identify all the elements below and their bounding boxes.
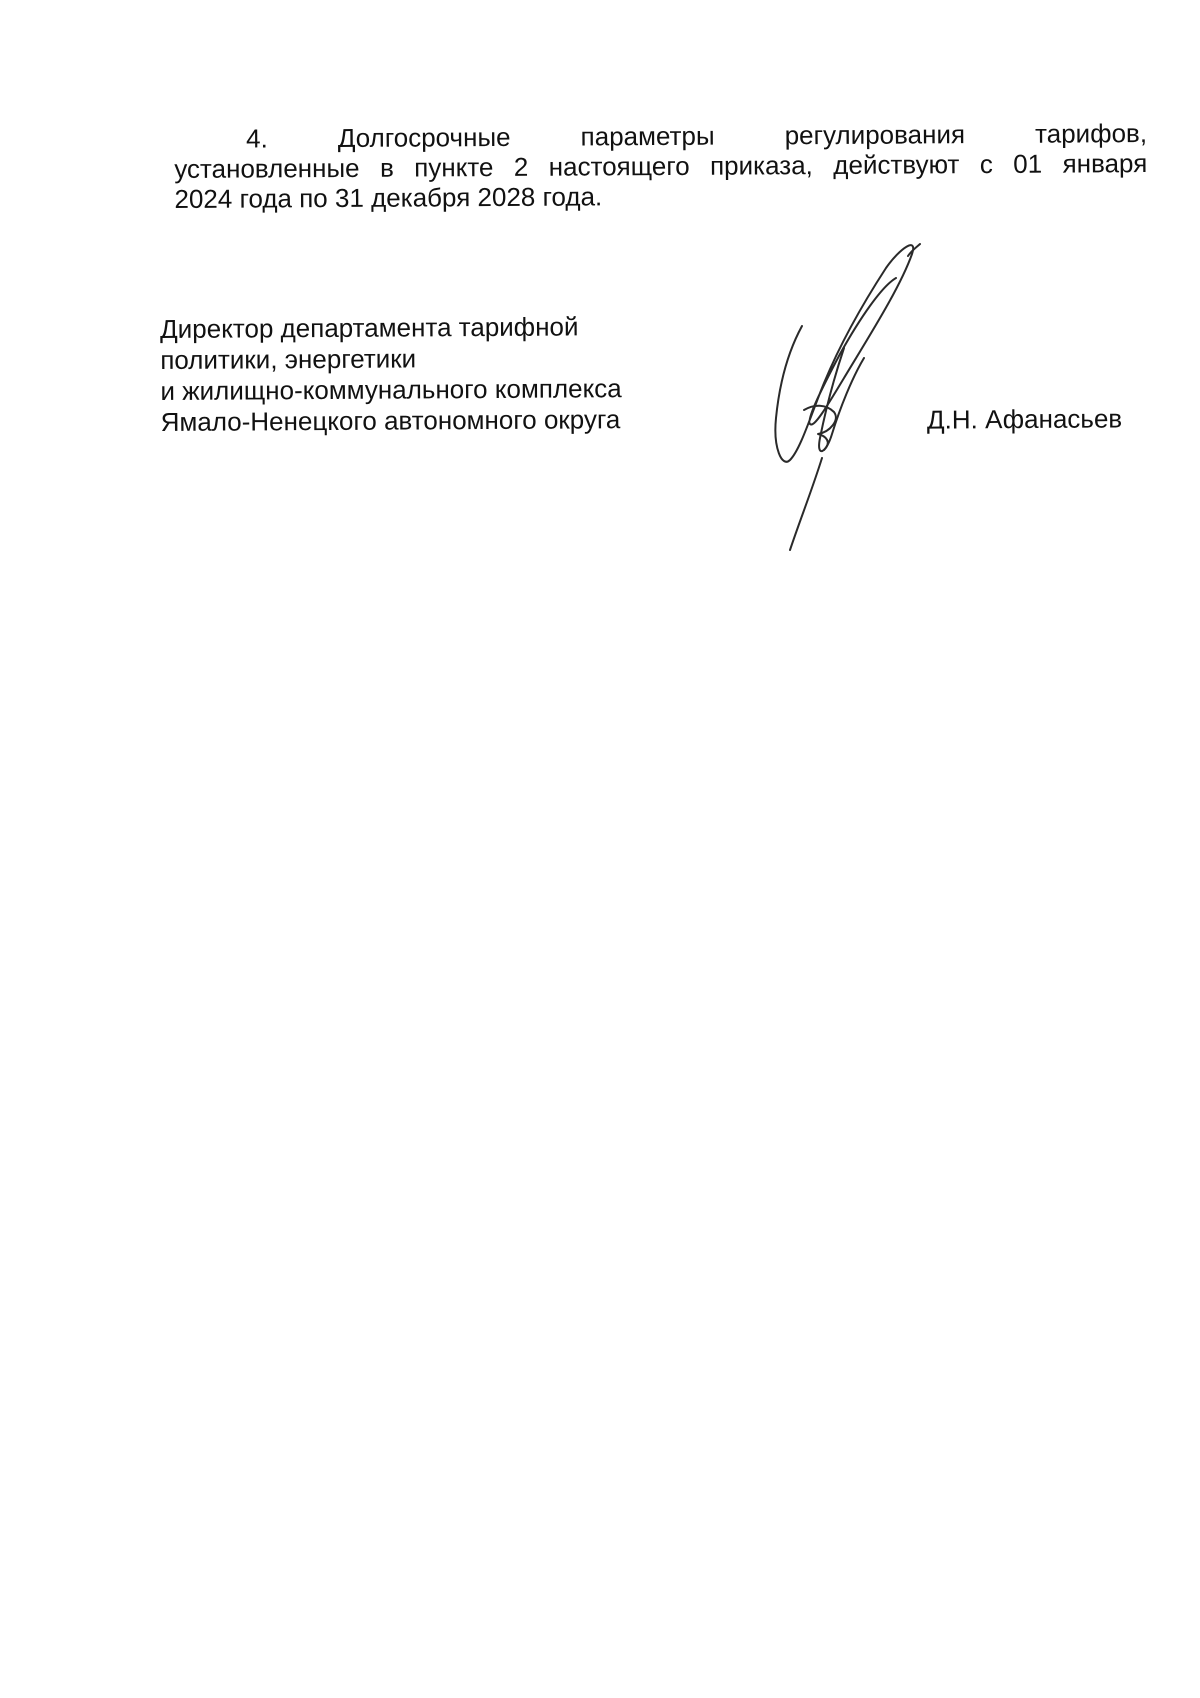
position-line: и жилищно-коммунального комплекса bbox=[160, 373, 622, 406]
handwritten-signature bbox=[760, 228, 1000, 558]
position-line: Директор департамента тарифной bbox=[160, 311, 579, 344]
position-line: Ямало-Ненецкого автономного округа bbox=[160, 404, 621, 437]
signer-name: Д.Н. Афанасьев bbox=[926, 403, 1123, 435]
signer-position bbox=[160, 311, 681, 438]
clause-third-line: 2024 года по 31 декабря 2028 года. bbox=[174, 181, 603, 214]
clause-word: Долгосрочные bbox=[337, 121, 511, 153]
clause-word: тарифов, bbox=[1034, 118, 1148, 149]
clause-word: регулирования bbox=[784, 119, 966, 151]
clause-second-line: установленные в пункте 2 настоящего приказа, действуют с 01 января bbox=[174, 148, 1148, 184]
position-line: политики, энергетики bbox=[160, 343, 417, 375]
clause-number: 4. bbox=[245, 123, 268, 154]
clause-4 bbox=[174, 118, 1148, 214]
clause-word: параметры bbox=[580, 120, 715, 152]
